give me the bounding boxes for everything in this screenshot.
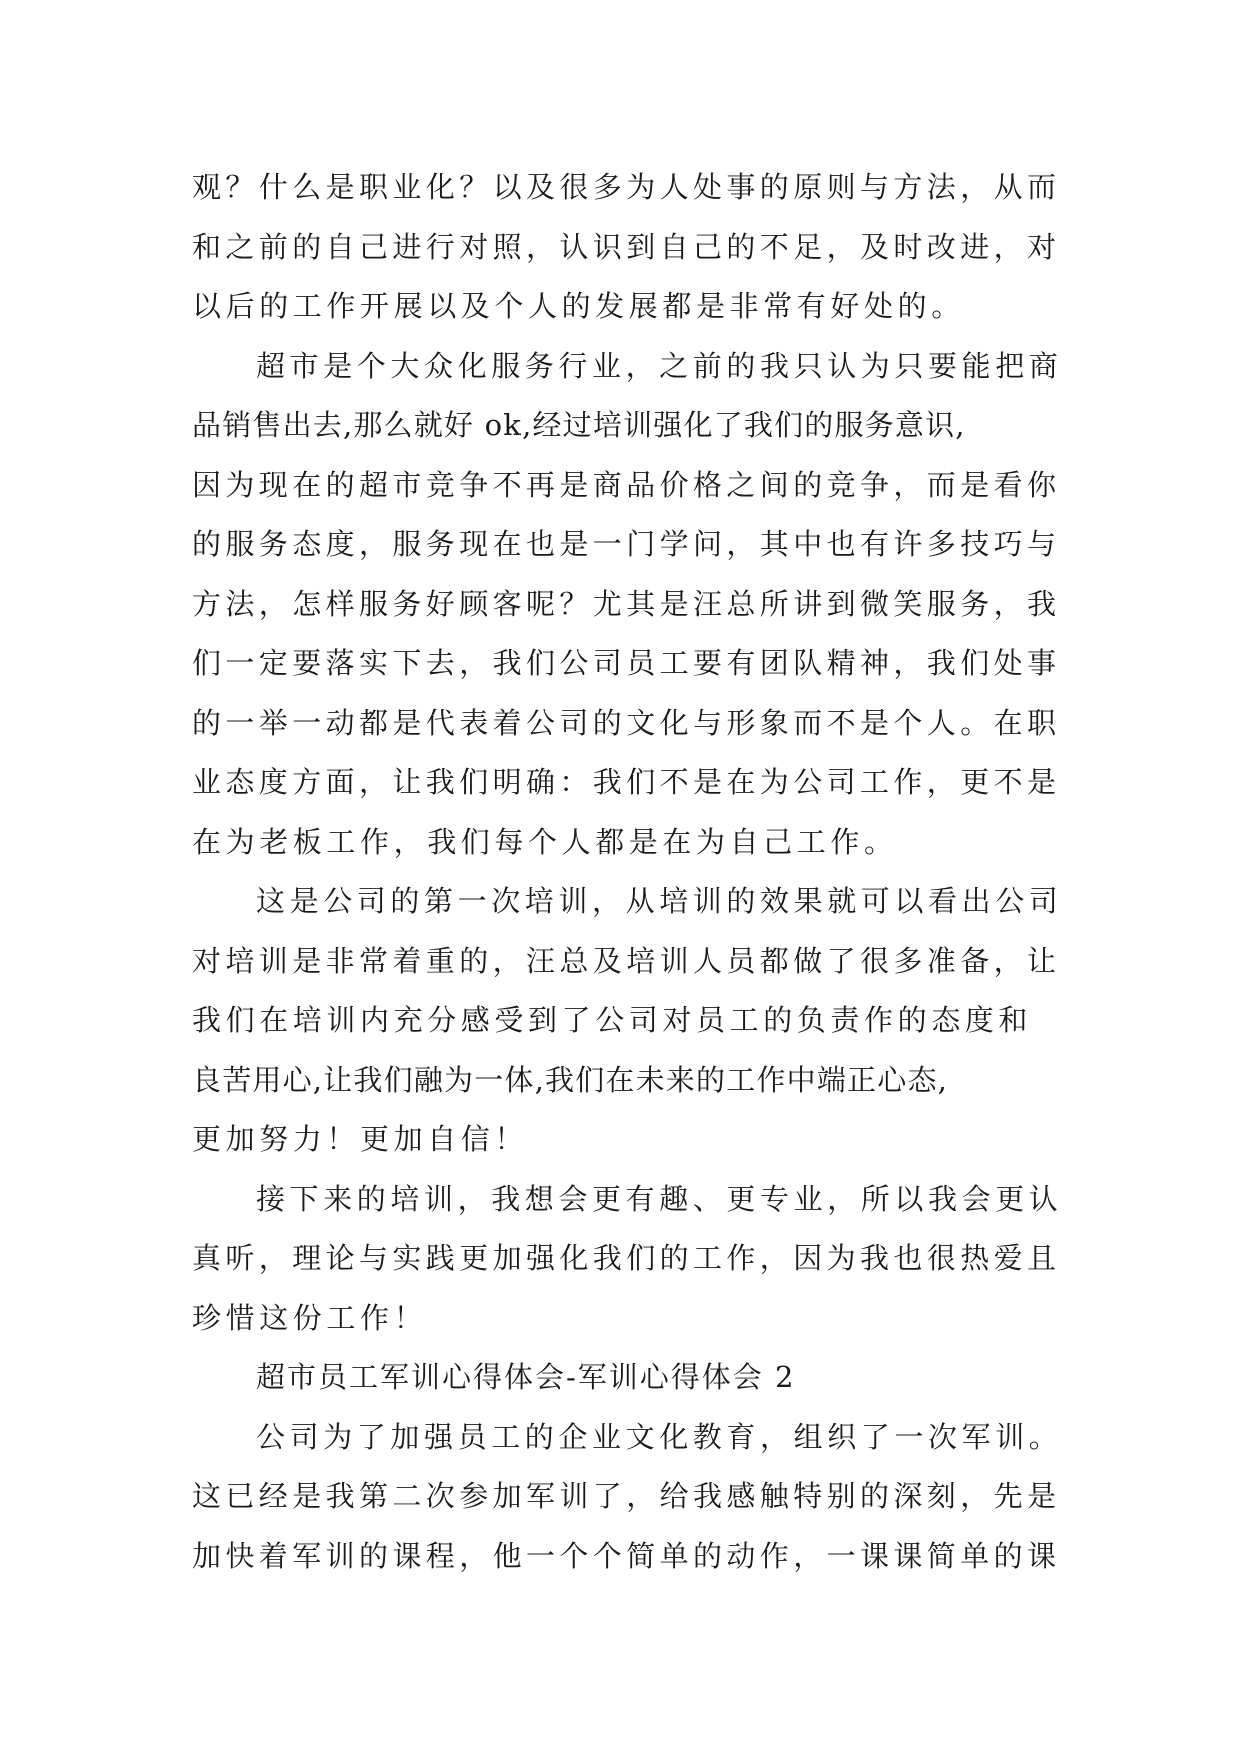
text-line: 的服务态度，服务现在也是一门学问，其中也有许多技巧与 [192, 527, 1061, 561]
text-line: 更加努力！更加自信！ [192, 1122, 529, 1156]
text-line: 在为老板工作，我们每个人都是在为自己工作。 [192, 824, 898, 859]
paragraph-first-line: 接下来的培训，我想会更有趣、更专业，所以我会更认 [256, 1181, 1063, 1216]
text-line: 对培训是非常着重的，汪总及培训人员都做了很多准备，让 [192, 943, 1061, 978]
text-line: 良苦用心,让我们融为一体,我们在未来的工作中端正心态, [192, 1062, 949, 1097]
text-line: 真听，理论与实践更加强化我们的工作，因为我也很热爱且 [192, 1241, 1061, 1275]
section-heading: 超市员工军训心得体会-军训心得体会 2 [256, 1360, 796, 1394]
body-text [192, 158, 1062, 1586]
text-line: 以后的工作开展以及个人的发展都是非常有好处的。 [192, 289, 965, 323]
text-line: 加快着军训的课程，他一个个简单的动作，一课课简单的课 [192, 1538, 1061, 1573]
text-line: 业态度方面，让我们明确：我们不是在为公司工作，更不是 [192, 765, 1061, 799]
paragraph-first-line: 公司为了加强员工的企业文化教育，组织了一次军训。 [256, 1419, 1063, 1454]
text-line: 因为现在的超市竞争不再是商品价格之间的竞争，而是看你 [192, 467, 1061, 502]
text-line: 这已经是我第二次参加军训了，给我感触特别的深刻，先是 [192, 1479, 1061, 1513]
text-line: 我们在培训内充分感受到了公司对员工的负责作的态度和 [192, 1003, 1033, 1037]
text-line: 们一定要落实下去，我们公司员工要有团队精神，我们处事 [192, 646, 1061, 680]
text-line: 方法，怎样服务好顾客呢？尤其是汪总所讲到微笑服务，我 [192, 586, 1061, 621]
paragraph-first-line: 超市是个大众化服务行业，之前的我只认为只要能把商 [256, 348, 1063, 383]
text-line: 和之前的自己进行对照，认识到自己的不足，及时改进，对 [192, 229, 1061, 264]
text-line: 观？什么是职业化？以及很多为人处事的原则与方法，从而 [192, 170, 1061, 204]
paragraph-first-line: 这是公司的第一次培训，从培训的效果就可以看出公司 [256, 884, 1063, 918]
text-line: 的一举一动都是代表着公司的文化与形象而不是个人。在职 [192, 705, 1061, 740]
text-line: 品销售出去,那么就好 ok,经过培训强化了我们的服务意识, [192, 408, 966, 442]
text-line: 珍惜这份工作！ [192, 1300, 428, 1335]
